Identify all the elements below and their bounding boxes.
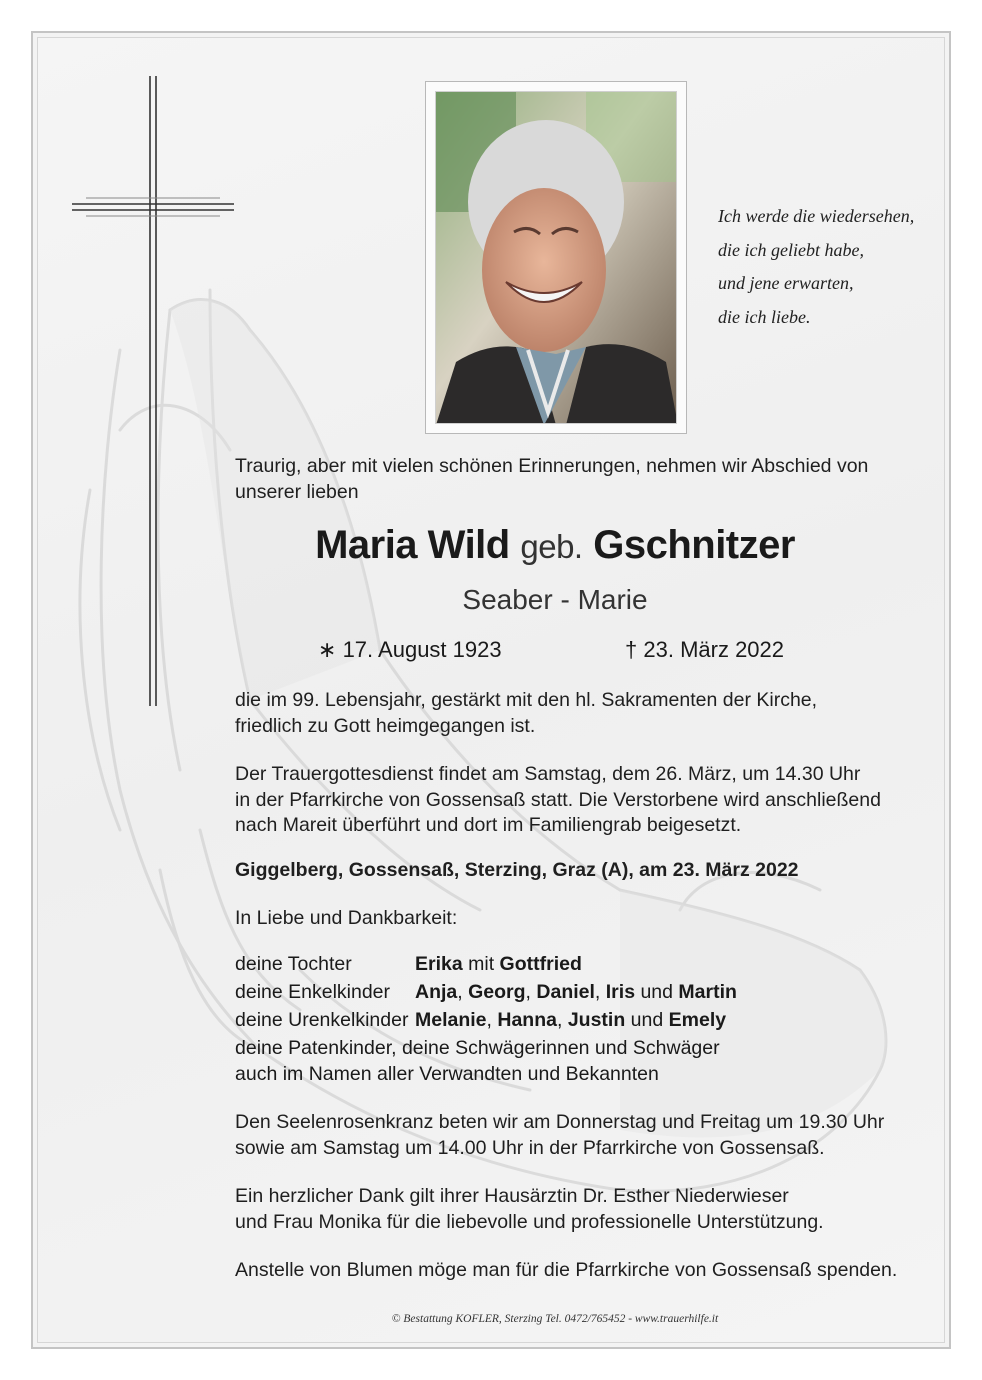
thanks-line: Ein herzlicher Dank gilt ihrer Hausärztin Dr. Esther Niederwieser [235,1185,789,1207]
relation-label: deine Enkelkinder [235,981,391,1003]
death-date-text: 23. März 2022 [643,637,785,662]
mourner-row-grandchildren: deine Enkelkinder Anja, Georg, Daniel, Iris und Martin [235,978,737,1006]
mourner-row-relatives: auch im Namen aller Verwandten und Bekannten [235,1063,659,1085]
thanks-text [235,1184,824,1235]
portrait-photo [435,91,677,424]
service-line: Der Trauergottesdienst findet am Samstag, dem 26. März, um 14.30 Uhr [235,763,861,785]
mourner-name: Emely [668,1009,727,1031]
cross-icon [72,76,234,706]
deceased-name [235,520,875,572]
mourner-name: Melanie [415,1009,487,1031]
memorial-poem [718,200,958,334]
mourner-name: Gottfried [499,953,582,975]
poem-line: die ich geliebt habe, [718,239,864,260]
rosary-line: sowie am Samstag um 14.00 Uhr in der Pfarrkirche von Gossensaß. [235,1136,825,1159]
service-text [235,762,881,839]
birth-date-text: 17. August 1923 [342,637,502,662]
connector-text: mit [462,953,500,975]
deceased-first-name: Maria Wild [315,523,510,567]
deceased-maiden-name: Gschnitzer [593,523,795,567]
relation-label: deine Tochter [235,953,352,975]
intro-line: Traurig, aber mit vielen schönen Erinnerungen, nehmen wir Abschied von [235,455,869,477]
gratitude-heading: In Liebe und Dankbarkeit: [235,907,458,929]
born-prefix: geb. [520,528,583,565]
footer-credit: © Bestattung KOFLER, Sterzing Tel. 0472/765452 - www.trauerhilfe.it [391,1313,719,1325]
mourner-name: Martin [678,981,737,1003]
passing-text [235,688,817,739]
passing-line: die im 99. Lebensjahr, gestärkt mit den hl. Sakramenten der Kirche, [235,689,818,711]
mourner-name: Iris [605,981,636,1003]
flowers-note: Anstelle von Blumen möge man für die Pfarrkirche von Gossensaß spenden. [235,1259,898,1281]
service-line: nach Mareit überführt und dort im Familiengrab beigesetzt. [235,814,742,836]
death-date [625,635,784,665]
mourner-name: Hanna [497,1009,557,1031]
mourner-row-daughter [235,950,582,978]
mourner-name: Daniel [536,981,595,1003]
mourner-name: Anja [415,981,458,1003]
birth-symbol-icon: ∗ [318,637,337,662]
mourner-name: Justin [567,1009,626,1031]
connector-text: und [625,1009,669,1031]
mourner-name: Georg [468,981,526,1003]
connector-text: und [635,981,679,1003]
service-line: in der Pfarrkirche von Gossensaß statt. Die Verstorbene wird anschließend [235,788,881,811]
deceased-nickname: Seaber - Marie [462,584,648,615]
poem-line: und jene erwarten, [718,273,854,293]
mourner-row-patenkinder: deine Patenkinder, deine Schwägerinnen und Schwäger [235,1037,720,1059]
passing-line: friedlich zu Gott heimgegangen ist. [235,714,536,737]
rosary-line: Den Seelenrosenkranz beten wir am Donnerstag und Freitag um 19.30 Uhr [235,1111,885,1133]
intro-line: unserer lieben [235,480,359,503]
thanks-line: und Frau Monika für die liebevolle und professionelle Unterstützung. [235,1210,824,1233]
relation-label: deine Urenkelkinder [235,1009,409,1031]
portrait-frame [425,81,687,434]
rosary-text [235,1110,884,1161]
death-symbol-icon: † [625,637,638,662]
poem-line: die ich liebe. [718,306,811,327]
intro-text [235,454,868,505]
birth-date [318,635,502,665]
poem-line: Ich werde die wiedersehen, [718,206,915,226]
mourner-row-great-grandchildren: deine Urenkelkinder Melanie, Hanna, Justin und Emely [235,1006,726,1034]
place-date: Giggelberg, Gossensaß, Sterzing, Graz (A), am 23. März 2022 [235,859,799,881]
mourner-name: Erika [415,953,463,975]
